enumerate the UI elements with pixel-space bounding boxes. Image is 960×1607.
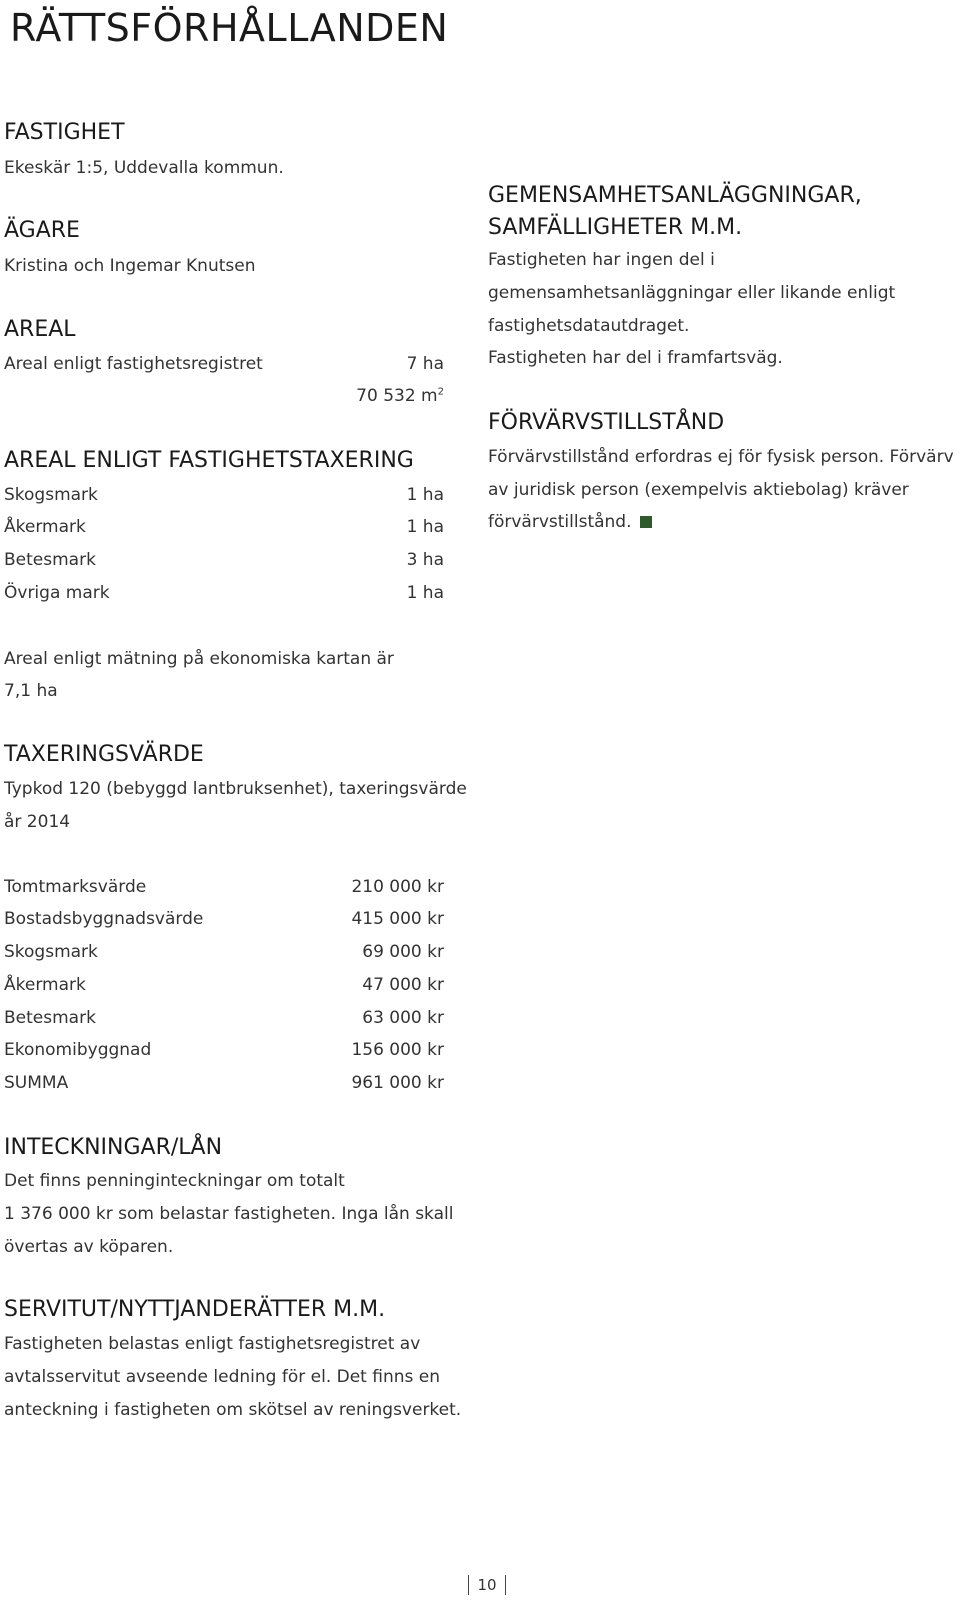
servitut-line: avtalsservitut avseende ledning för el. Det finns en: [4, 1367, 440, 1387]
end-square-icon: [640, 516, 652, 528]
taxering-areal-row: Åkermark 1 ha: [4, 517, 444, 537]
gemensamhet-line: Fastigheten har del i framfartsväg.: [488, 348, 783, 368]
value-row: Bostadsbyggnadsvärde 415 000 kr: [4, 909, 444, 929]
fastighet-text: Ekeskär 1:5, Uddevalla kommun.: [4, 158, 284, 178]
value-row: Betesmark 63 000 kr: [4, 1008, 444, 1028]
taxering-areal-row: Betesmark 3 ha: [4, 550, 444, 570]
taxering-areal-row: Övriga mark 1 ha: [4, 583, 444, 603]
taxeringsvarde-line1: Typkod 120 (bebyggd lantbruksenhet), taxeringsvärde: [4, 779, 467, 799]
value-row: Ekonomibyggnad 156 000 kr: [4, 1040, 444, 1060]
inteckningar-heading: INTECKNINGAR/LÅN: [4, 1135, 223, 1160]
areal-row: [4, 354, 444, 380]
servitut-line: anteckning i fastigheten om skötsel av reningsverket.: [4, 1400, 462, 1420]
agare-text: Kristina och Ingemar Knutsen: [4, 256, 256, 276]
inteckningar-line: 1 376 000 kr som belastar fastigheten. Inga lån skall: [4, 1204, 454, 1224]
value-row: Tomtmarksvärde 210 000 kr: [4, 877, 444, 897]
page-number: 10: [468, 1575, 506, 1595]
servitut-line: Fastigheten belastas enligt fastighetsregistret av: [4, 1334, 421, 1354]
value-row: Skogsmark 69 000 kr: [4, 942, 444, 962]
areal-value-ha: 7 ha: [406, 354, 444, 374]
matning-line2: 7,1 ha: [4, 681, 58, 701]
areal-label: Areal enligt fastighetsregistret: [4, 354, 263, 374]
gemensamhet-heading-line1: GEMENSAMHETSANLÄGGNINGAR,: [488, 183, 862, 208]
areal-m2-row: [4, 386, 444, 412]
value-row: Åkermark 47 000 kr: [4, 975, 444, 995]
gemensamhet-line: gemensamhetsanläggningar eller likande enligt: [488, 283, 896, 303]
taxering-areal-row: Skogsmark 1 ha: [4, 485, 444, 505]
page-title: RÄTTSFÖRHÅLLANDEN: [10, 6, 449, 50]
agare-heading: ÄGARE: [4, 218, 80, 243]
forvarv-line: Förvärvstillstånd erfordras ej för fysisk person. Förvärv: [488, 447, 954, 467]
gemensamhet-heading-line2: SAMFÄLLIGHETER M.M.: [488, 215, 743, 240]
inteckningar-line: övertas av köparen.: [4, 1237, 174, 1257]
forvarv-line: av juridisk person (exempelvis aktiebolag) kräver: [488, 480, 909, 500]
gemensamhet-line: Fastigheten har ingen del i: [488, 250, 715, 270]
taxering-areal-heading: AREAL ENLIGT FASTIGHETSTAXERING: [4, 448, 414, 473]
taxeringsvarde-line2: år 2014: [4, 812, 71, 832]
inteckningar-line: Det finns penninginteckningar om totalt: [4, 1171, 345, 1191]
matning-line1: Areal enligt mätning på ekonomiska kartan är: [4, 649, 394, 669]
areal-value-m2: 70 532 $m^2$: [356, 386, 444, 406]
summa-row: SUMMA 961 000 kr: [4, 1073, 444, 1093]
gemensamhet-line: fastighetsdatautdraget.: [488, 316, 690, 336]
forvarv-heading: FÖRVÄRVSTILLSTÅND: [488, 410, 725, 435]
taxeringsvarde-heading: TAXERINGSVÄRDE: [4, 742, 204, 767]
forvarv-last-line: förvärvstillstånd.: [488, 512, 652, 532]
fastighet-heading: FASTIGHET: [4, 120, 125, 145]
servitut-heading: SERVITUT/NYTTJANDERÄTTER M.M.: [4, 1297, 386, 1322]
areal-heading: AREAL: [4, 317, 76, 342]
